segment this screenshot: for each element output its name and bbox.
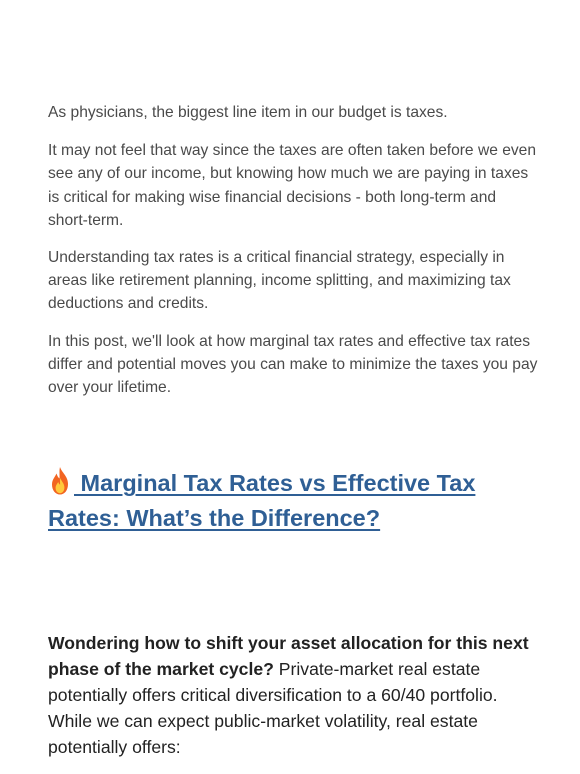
section-heading (48, 466, 538, 536)
taxes-context-paragraph: It may not feel that way since the taxes are often taken before we even see any of our income, but knowing how much we are paying in taxes is critical for making wise financial decisions - both long-term and short-term. (48, 142, 537, 229)
article-body (48, 101, 538, 413)
intro-paragraph: As physicians, the biggest line item in our budget is taxes. (48, 104, 448, 121)
promo-bold-question: Wondering how to shift your asset allocation for this next phase of the market cycle? (48, 633, 529, 679)
promo-paragraph (48, 630, 538, 760)
marginal-vs-effective-tax-rates-link[interactable]: Marginal Tax Rates vs Effective Tax Rates: What’s the Difference? (48, 470, 476, 531)
post-overview-paragraph: In this post, we'll look at how marginal tax rates and effective tax rates differ and potential moves you can make to minimize the taxes you pay over your lifetime. (48, 332, 538, 397)
fire-icon (48, 466, 72, 496)
tax-rates-strategy-paragraph: Understanding tax rates is a critical financial strategy, especially in areas like retirement planning, income splitting, and maximizing tax deductions and credits. (48, 249, 511, 313)
promo-body-text: Private-market real estate potentially offers critical diversification to a 60/40 portfolio. While we can expect public-market volatility, real estate potentially offers: (48, 659, 498, 757)
